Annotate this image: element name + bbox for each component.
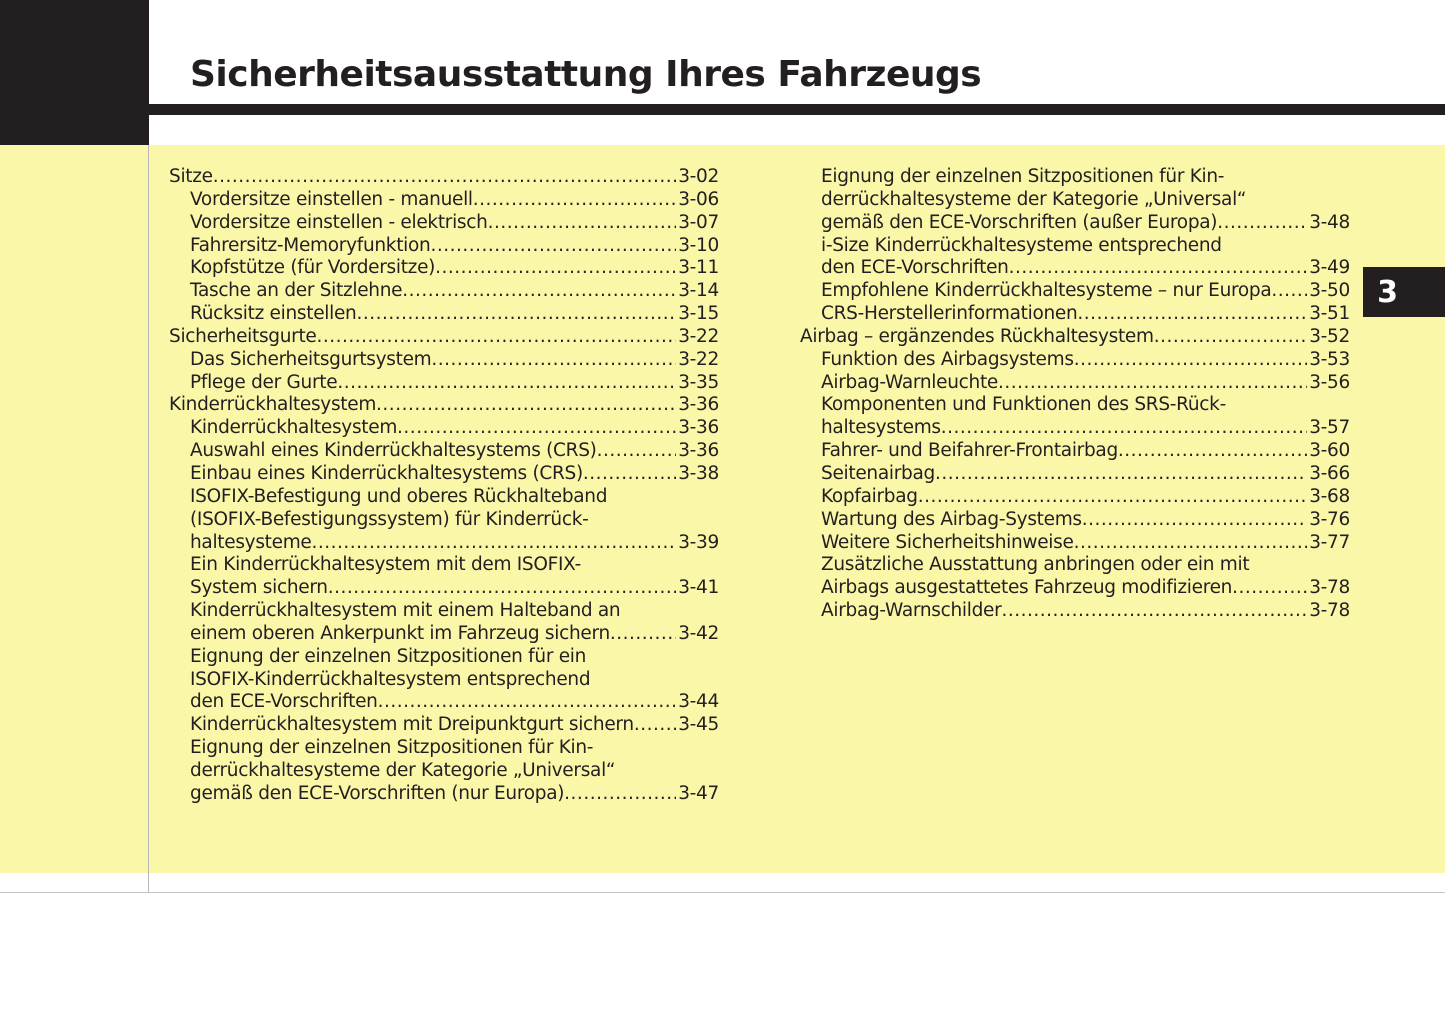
toc-leader-dots [1232,577,1307,600]
toc-entry[interactable] [800,212,1350,235]
toc-page-number: 3-47 [678,782,719,804]
toc-entry[interactable] [169,623,719,646]
toc-entry-title: haltesystems [821,417,941,439]
toc-leader-dots [564,783,676,806]
toc-entry-title: den ECE-Vorschriften [821,257,1009,279]
toc-leader-dots [356,303,676,326]
toc-entry-title: Airbag – ergänzendes Rückhaltesystem [800,325,1154,347]
toc-leader-dots [430,235,676,258]
toc-entry-title: Seitenairbag [821,462,935,484]
toc-entry-title: Kopfstütze (für Vordersitze) [190,257,436,279]
toc-page-number: 3-78 [1309,600,1350,622]
toc-page-number: 3-15 [678,303,719,325]
toc-entry [169,486,719,509]
toc-entry[interactable] [800,326,1350,349]
toc-entry-title: Airbag-Warnschilder [821,600,1002,622]
toc-entry-title: i-Size Kinderrückhaltesysteme entsprechend [821,234,1222,256]
toc-entry-title: Fahrersitz-Memoryfunktion [190,234,431,256]
toc-page-number: 3-68 [1309,485,1350,507]
chapter-tab-edge [1412,267,1445,317]
toc-entry-title: ISOFIX-Befestigung und oberes Rückhalteband [190,485,608,507]
toc-leader-dots [918,486,1308,509]
toc-entry [169,669,719,692]
toc-entry-title: Tasche an der Sitzlehne [190,280,403,302]
toc-entry-title: Kopfairbag [821,485,918,507]
toc-leader-dots [1154,326,1307,349]
toc-leader-dots [1217,212,1307,235]
toc-entry[interactable] [800,349,1350,372]
toc-leader-dots [1074,349,1308,372]
toc-entry [169,760,719,783]
toc-entry-title: Kinderrückhaltesystem mit einem Halteband an [190,600,621,622]
toc-entry[interactable] [169,372,719,395]
toc-page-number: 3-22 [678,325,719,347]
toc-leader-dots [1118,440,1307,463]
toc-page-number: 3-66 [1309,462,1350,484]
toc-entry-title: Sicherheitsgurte [169,325,317,347]
toc-entry[interactable] [800,577,1350,600]
toc-entry-title: Wartung des Airbag-Systems [821,508,1082,530]
toc-page-number: 3-45 [678,714,719,736]
toc-entry[interactable] [169,166,719,189]
toc-entry-title: derrückhaltesysteme der Kategorie „Universal“ [190,759,616,781]
toc-entry-title: Zusätzliche Ausstattung anbringen oder ein mit [821,554,1250,576]
toc-entry-title: CRS-Herstellerinformationen [821,303,1078,325]
toc-entry-title: Airbags ausgestattetes Fahrzeug modifizieren [821,577,1233,599]
toc-entry[interactable] [800,532,1350,555]
toc-entry[interactable] [169,783,719,806]
toc-page-number: 3-14 [678,280,719,302]
toc-page-number: 3-44 [678,691,719,713]
title-rule [149,104,1445,115]
toc-entry[interactable] [800,303,1350,326]
toc-entry-title: Empfohlene Kinderrückhaltesysteme – nur Europa [821,280,1272,302]
margin-line [148,145,149,893]
toc-entry[interactable] [169,303,719,326]
toc-entry[interactable] [800,486,1350,509]
toc-leader-dots [1001,600,1307,623]
toc-entry-title: Einbau eines Kinderrückhaltesystems (CRS) [190,462,583,484]
toc-page-number: 3-41 [678,577,719,599]
bottom-line [0,892,1445,893]
toc-entry[interactable] [169,714,719,737]
toc-leader-dots [1082,509,1307,532]
toc-column-right [800,166,1350,623]
toc-entry [800,394,1350,417]
toc-entry[interactable] [800,417,1350,440]
toc-entry [169,554,719,577]
toc-entry-title: Fahrer- und Beifahrer-Frontairbag [821,440,1118,462]
toc-leader-dots [213,166,676,189]
toc-entry[interactable] [800,280,1350,303]
toc-leader-dots [376,394,676,417]
toc-leader-dots [435,257,676,280]
toc-entry[interactable] [169,280,719,303]
toc-entry[interactable] [169,463,719,486]
toc-entry [169,600,719,623]
toc-page-number: 3-56 [1309,371,1350,393]
toc-entry-title: Das Sicherheitsgurtsystem [190,348,432,370]
toc-column-left [169,166,719,806]
toc-entry[interactable] [169,394,719,417]
toc-page-number: 3-02 [678,166,719,187]
toc-leader-dots [583,463,676,486]
toc-leader-dots [597,440,677,463]
toc-leader-dots [397,417,676,440]
toc-leader-dots [610,623,676,646]
toc-leader-dots [941,417,1307,440]
toc-entry-title: gemäß den ECE-Vorschriften (außer Europa) [821,211,1218,233]
toc-leader-dots [328,577,676,600]
toc-leader-dots [337,372,676,395]
toc-leader-dots [1077,303,1307,326]
toc-leader-dots [488,212,677,235]
toc-leader-dots [1009,257,1308,280]
toc-entry-title: gemäß den ECE-Vorschriften (nur Europa) [190,782,565,804]
toc-page-number: 3-35 [678,371,719,393]
toc-entry [800,189,1350,212]
chapter-tab[interactable]: 3 [1363,267,1412,317]
toc-page-number: 3-48 [1309,211,1350,233]
toc-entry [800,235,1350,258]
toc-entry[interactable] [169,235,719,258]
toc-entry[interactable] [800,600,1350,623]
toc-page-number: 3-39 [678,531,719,553]
toc-leader-dots [317,326,677,349]
toc-page-number: 3-06 [678,188,719,210]
toc-page-number: 3-36 [678,417,719,439]
toc-page-number: 3-22 [678,348,719,370]
toc-leader-dots [998,372,1307,395]
toc-entry[interactable] [800,509,1350,532]
toc-entry-title: den ECE-Vorschriften [190,691,378,713]
toc-entry[interactable] [169,440,719,463]
toc-entry-title: Kinderrückhaltesystem [190,417,398,439]
toc-entry [800,166,1350,189]
page-title: Sicherheitsausstattung Ihres Fahrzeugs [190,54,982,95]
toc-page-number: 3-52 [1309,325,1350,347]
toc-entry-title: System sichern [190,577,328,599]
toc-entry[interactable] [169,532,719,555]
toc-page-number: 3-78 [1309,577,1350,599]
toc-entry [169,737,719,760]
toc-leader-dots [402,280,676,303]
toc-entry[interactable] [800,257,1350,280]
toc-leader-dots [1074,532,1308,555]
toc-entry-title: Vordersitze einstellen - elektrisch [190,211,488,233]
toc-page-number: 3-38 [678,462,719,484]
toc-entry[interactable] [169,691,719,714]
toc-entry[interactable] [169,212,719,235]
toc-entry-title: Weitere Sicherheitshinweise [821,531,1074,553]
toc-entry-title: Rücksitz einstellen [190,303,357,325]
toc-entry-title: ISOFIX-Kinderrückhaltesystem entsprechend [190,668,591,690]
toc-leader-dots [431,349,676,372]
corner-block [0,0,149,145]
toc-page-number: 3-77 [1309,531,1350,553]
toc-entry-title: (ISOFIX-Befestigungssystem) für Kinderrück- [190,508,589,530]
toc-page-number: 3-53 [1309,348,1350,370]
toc-leader-dots [634,714,676,737]
toc-leader-dots [935,463,1307,486]
toc-leader-dots [473,189,676,212]
toc-entry[interactable] [169,189,719,212]
toc-entry[interactable] [169,257,719,280]
toc-entry-title: Vordersitze einstellen - manuell [190,188,473,210]
toc-entry-title: Ein Kinderrückhaltesystem mit dem ISOFIX- [190,554,581,576]
toc-entry[interactable] [169,577,719,600]
toc-entry-title: derrückhaltesysteme der Kategorie „Universal“ [821,188,1247,210]
toc-page-number: 3-51 [1309,303,1350,325]
toc-leader-dots [378,691,677,714]
toc-leader-dots [1271,280,1307,303]
toc-entry-title: Eignung der einzelnen Sitzpositionen für Kin- [190,737,594,759]
toc-entry-title: Pflege der Gurte [190,371,338,393]
toc-entry [169,646,719,669]
toc-entry-title: Funktion des Airbagsystems [821,348,1074,370]
toc-page-number: 3-10 [678,234,719,256]
toc-entry[interactable] [169,349,719,372]
toc-entry-title: Eignung der einzelnen Sitzpositionen für Kin- [821,166,1225,187]
toc-leader-dots [312,532,677,555]
toc-entry [169,509,719,532]
toc-page-number: 3-57 [1309,417,1350,439]
toc-page-number: 3-36 [678,394,719,416]
toc-page-number: 3-49 [1309,257,1350,279]
toc-entry[interactable] [800,372,1350,395]
toc-entry-title: Auswahl eines Kinderrückhaltesystems (CRS) [190,440,597,462]
toc-page-number: 3-60 [1309,440,1350,462]
toc-page-number: 3-11 [678,257,719,279]
toc-page-number: 3-42 [678,622,719,644]
toc-entry-title: Airbag-Warnleuchte [821,371,998,393]
toc-entry[interactable] [800,463,1350,486]
toc-page-number: 3-36 [678,440,719,462]
toc-entry-title: Eignung der einzelnen Sitzpositionen für ein [190,645,587,667]
toc-entry[interactable] [800,440,1350,463]
toc-entry-title: Sitze [169,166,213,187]
toc-entry[interactable] [169,326,719,349]
toc-page-number: 3-07 [678,211,719,233]
toc-page-number: 3-50 [1309,280,1350,302]
toc-entry-title: haltesysteme [190,531,312,553]
toc-entry-title: Kinderrückhaltesystem [169,394,377,416]
toc-entry[interactable] [169,417,719,440]
toc-entry-title: Komponenten und Funktionen des SRS-Rück- [821,394,1226,416]
toc-entry-title: Kinderrückhaltesystem mit Dreipunktgurt sichern [190,714,634,736]
toc-entry-title: einem oberen Ankerpunkt im Fahrzeug sichern [190,622,610,644]
toc-page-number: 3-76 [1309,508,1350,530]
toc-entry [800,554,1350,577]
